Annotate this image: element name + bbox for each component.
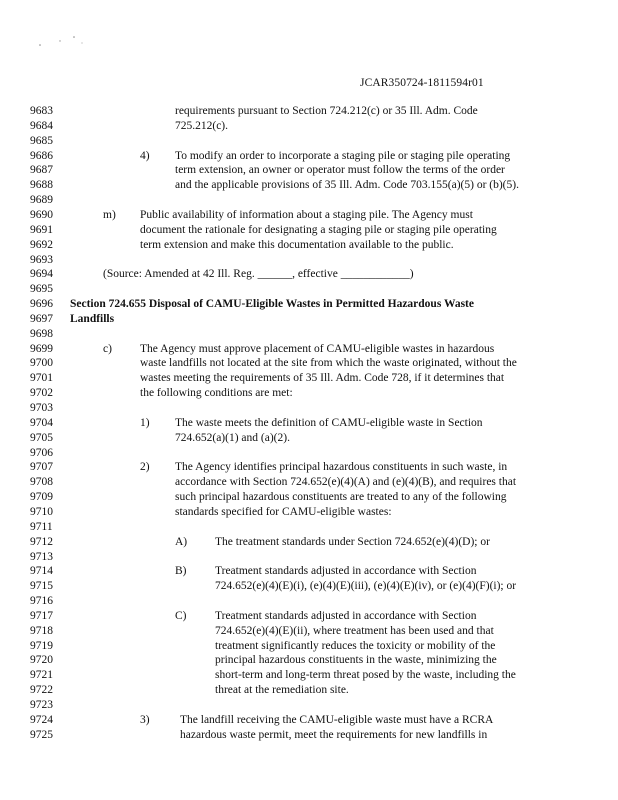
item-label: m)	[103, 208, 116, 221]
line-text: To modify an order to incorporate a staging pile or staging pile operating	[175, 149, 511, 162]
line-number: 9691	[30, 223, 53, 236]
line-text: hazardous waste permit, meet the requirements for new landfills in	[180, 728, 488, 741]
line-text: 724.652(a)(1) and (a)(2).	[175, 431, 290, 444]
line-text: The Agency must approve placement of CAMU-eligible wastes in hazardous	[140, 342, 495, 355]
section-heading: Landfills	[70, 312, 115, 325]
document-line	[0, 550, 618, 564]
scan-specks	[38, 33, 98, 53]
line-text: waste landfills not located at the site from which the waste originated, without the	[140, 357, 517, 370]
line-number: 9683	[30, 105, 53, 117]
line-text: (Source: Amended at 42 Ill. Reg. ______, effective ____________)	[103, 268, 414, 281]
document-line	[0, 564, 618, 578]
line-number: 9695	[30, 283, 53, 296]
line-number: 9704	[30, 416, 53, 429]
document-line	[0, 446, 618, 460]
item-label: C)	[175, 609, 187, 622]
line-text: The waste meets the definition of CAMU-eligible waste in Section	[175, 416, 483, 429]
document-line	[0, 371, 618, 385]
line-number: 9696	[30, 298, 53, 311]
item-label: A)	[175, 535, 188, 548]
document-line	[0, 475, 618, 489]
line-number: 9720	[30, 654, 53, 667]
line-number: 9684	[30, 119, 53, 132]
item-label: 1)	[140, 416, 150, 429]
line-number: 9706	[30, 446, 53, 459]
line-text: The Agency identifies principal hazardous constituents in such waste, in	[175, 461, 508, 474]
line-number: 9708	[30, 476, 53, 489]
line-text: requirements pursuant to Section 724.212(c) or 35 Ill. Adm. Code	[175, 105, 478, 117]
line-number: 9686	[30, 149, 53, 162]
document-line	[0, 327, 618, 341]
line-number: 9725	[30, 728, 53, 741]
line-number: 9721	[30, 669, 53, 682]
document-line	[0, 312, 618, 326]
line-text: 725.212(c).	[175, 119, 229, 132]
line-text: wastes meeting the requirements of 35 Ill. Adm. Code 728, if it determines that	[140, 372, 505, 385]
document-line	[0, 401, 618, 415]
document-line	[0, 460, 618, 474]
line-number: 9687	[30, 164, 53, 177]
line-text: term extension and make this documentation available to the public.	[140, 238, 454, 251]
document-line	[0, 386, 618, 400]
line-text: Treatment standards adjusted in accordance with Section	[215, 609, 477, 622]
line-number: 9717	[30, 609, 53, 622]
line-text: standards specified for CAMU-eligible wastes:	[175, 505, 392, 518]
document-line	[0, 639, 618, 653]
document-line	[0, 728, 618, 742]
document-line	[0, 653, 618, 667]
line-number: 9688	[30, 179, 53, 192]
line-number: 9710	[30, 505, 53, 518]
line-number: 9714	[30, 565, 53, 578]
document-line	[0, 297, 618, 311]
line-number: 9689	[30, 194, 53, 207]
line-number: 9701	[30, 372, 53, 385]
item-label: 2)	[140, 461, 150, 474]
document-id-header: JCAR350724-1811594r01	[360, 77, 484, 89]
line-text: The treatment standards under Section 724.652(e)(4)(D); or	[215, 535, 490, 548]
line-number: 9694	[30, 268, 53, 281]
item-label: 4)	[140, 149, 150, 162]
line-text: threat at the remediation site.	[215, 684, 349, 697]
line-number: 9723	[30, 699, 53, 711]
line-number: 9693	[30, 253, 53, 266]
item-label: c)	[103, 342, 112, 355]
line-text: principal hazardous constituents in the waste, minimizing the	[215, 654, 497, 667]
line-number: 9705	[30, 431, 53, 444]
line-number: 9716	[30, 595, 53, 608]
item-label: 3)	[140, 713, 150, 726]
line-number: 9685	[30, 134, 53, 147]
document-line	[0, 683, 618, 697]
document-line	[0, 282, 618, 296]
document-line	[0, 713, 618, 727]
document-line	[0, 163, 618, 177]
line-text: 724.652(e)(4)(E)(ii), where treatment has been used and that	[215, 624, 494, 637]
document-line	[0, 223, 618, 237]
document-line	[0, 505, 618, 519]
document-line	[0, 193, 618, 207]
line-text: accordance with Section 724.652(e)(4)(A) and (e)(4)(B), and requires that	[175, 476, 517, 489]
line-text: document the rationale for designating a staging pile or staging pile operating	[140, 223, 497, 236]
document-line	[0, 119, 618, 133]
line-number: 9698	[30, 327, 53, 340]
document-line	[0, 253, 618, 267]
document-line	[0, 431, 618, 445]
line-number: 9718	[30, 624, 53, 637]
document-line	[0, 624, 618, 638]
line-number: 9702	[30, 387, 53, 400]
document-line	[0, 134, 618, 148]
line-number: 9709	[30, 491, 53, 504]
line-text: short-term and long-term threat posed by the waste, including the	[215, 669, 516, 682]
document-line	[0, 342, 618, 356]
line-number: 9703	[30, 402, 53, 414]
line-text: 724.652(e)(4)(E)(i), (e)(4)(E)(iii), (e)(4)(E)(iv), or (e)(4)(F)(i); or	[215, 580, 517, 593]
document-line	[0, 178, 618, 192]
document-line	[0, 267, 618, 281]
line-text: Treatment standards adjusted in accordance with Section	[215, 565, 477, 578]
document-line	[0, 520, 618, 534]
line-number: 9699	[30, 342, 53, 355]
line-text: treatment significantly reduces the toxicity or mobility of the	[215, 639, 496, 652]
line-number: 9692	[30, 238, 53, 251]
line-number: 9712	[30, 535, 53, 548]
item-label: B)	[175, 565, 187, 578]
document-line	[0, 208, 618, 222]
document-line	[0, 579, 618, 593]
line-number: 9715	[30, 580, 53, 593]
document-line	[0, 594, 618, 608]
document-line	[0, 535, 618, 549]
line-number: 9690	[30, 208, 53, 221]
line-number: 9697	[30, 312, 53, 325]
line-number: 9719	[30, 639, 53, 652]
line-text: and the applicable provisions of 35 Ill. Adm. Code 703.155(a)(5) or (b)(5).	[175, 179, 519, 192]
line-text: The landfill receiving the CAMU-eligible waste must have a RCRA	[180, 713, 494, 726]
line-text: Public availability of information about a staging pile. The Agency must	[140, 208, 473, 221]
document-line	[0, 356, 618, 370]
document-line	[0, 609, 618, 623]
document-line	[0, 490, 618, 504]
line-number: 9713	[30, 550, 53, 563]
document-line	[0, 238, 618, 252]
line-number: 9700	[30, 357, 53, 370]
document-line	[0, 149, 618, 163]
section-heading: Section 724.655 Disposal of CAMU-Eligible Wastes in Permitted Hazardous Waste	[70, 298, 474, 311]
document-line	[0, 698, 618, 712]
line-number: 9724	[30, 713, 53, 726]
line-text: the following conditions are met:	[140, 387, 293, 400]
line-number: 9722	[30, 684, 53, 697]
line-text: term extension, an owner or operator must follow the terms of the order	[175, 164, 505, 177]
document-line	[0, 668, 618, 682]
line-number: 9711	[30, 520, 53, 533]
document-line	[0, 416, 618, 430]
line-text: such principal hazardous constituents are treated to any of the following	[175, 491, 507, 504]
line-number: 9707	[30, 461, 53, 474]
document-line	[0, 104, 618, 118]
